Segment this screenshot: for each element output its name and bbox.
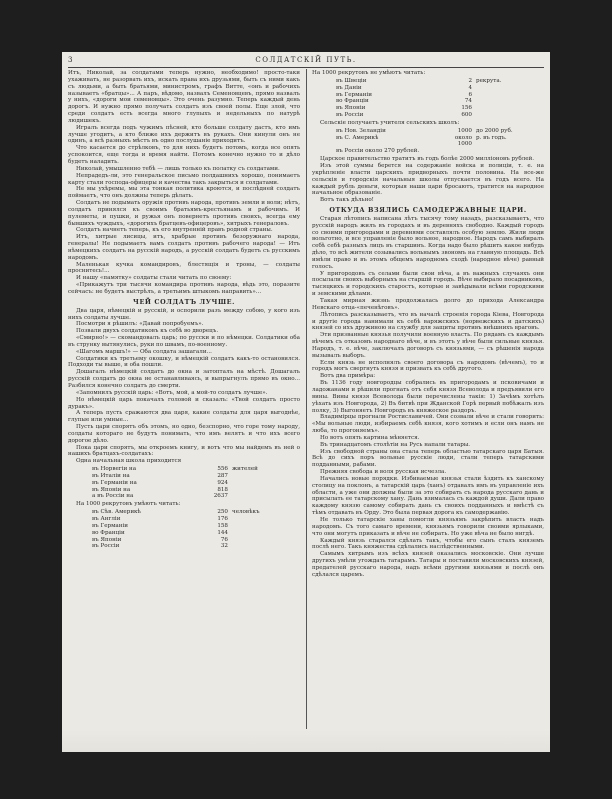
paragraph: Солдатъ начнетъ теперь, къ его внутренній правъ родной страны. xyxy=(76,227,273,234)
paragraph: Но вотъ опять картина мѣняется. xyxy=(320,434,420,441)
table-row: въ Россіи 600 xyxy=(336,112,472,119)
paragraph: Каждый князь старался сдѣлать такъ, чтобы его сынъ сталъ княземъ послѣ него. Такъ княжества сдѣлались наслѣдственными. xyxy=(312,537,544,551)
paragraph: Николай, умышленно тебѣ — лишь только къ полатку съ солдатами. xyxy=(76,165,280,172)
quote: «Прикажутъ три тысячи командира противъ народа, вѣдь это, поразите сейчасъ: не будетъ выстрѣлъ, а третьимъ штыкомъ направить»... xyxy=(68,282,300,295)
table-row: въ Россіи 32 xyxy=(92,543,228,550)
table-row: въ Норвегіи на 556 жителей xyxy=(92,466,258,473)
paragraph: Не мы ухѣремы, мы эта тонкая политика кроются, и послѣдней солдатъ поймаетъ, что онъ должны теперь дѣлать. xyxy=(68,186,300,200)
paragraph: Солдатики къ третьему окошку, и нѣмецкій солдатъ какъ-то остановился. Подходи ты выше, и оба пошли. xyxy=(68,355,300,369)
table-row: въ Швеціи 2 рекрута. xyxy=(336,77,502,84)
newspaper-title: СОЛДАТСКІЙ ПУТЬ. xyxy=(255,56,357,64)
paragraph: Прежняя свобода и воля русская исчезла. xyxy=(320,469,447,476)
literacy-table xyxy=(86,509,276,550)
paragraph: Итъ, Николай, за солдатами теперь нужно, необходимо! просто-таки ухаживать, не разорвать ихъ, искать права ихъ друзьями, быть съ ними какъ съ людьми, а быть братьями, министромъ, графъ Витте, «онъ и рабочихъ называетъ «братцы»... А паръ, вѣдомо, назвалъ Семеновцевъ, прямо назвалъ у нихъ, «дороги мои семеновцы». Это очень разумно. Теперь каждый день дорогъ. И нужно прямо получать солдатъ изъ своей полы. Еще злой, что среди солдатъ есть всегда много глупыхъ и недельныхъ по натурѣ людишекъ. xyxy=(68,70,300,124)
paragraph: На 1000 рекрутовъ не умѣютъ читать: xyxy=(312,70,426,76)
page-number: 3 xyxy=(68,56,74,64)
paragraph: Непрадедъ-ли, это генеральское письмо полдашнихъ хорошо, понимаетъ карту стали господа-офицеры и качества такъ закрыться и солдатами. xyxy=(68,172,300,186)
paragraph: Такая мирная жизнь продолжалась долго до прихода Александра Невскаго отца-«печенѣговъ». xyxy=(312,298,544,311)
paragraph: Позвали двухъ солдатиковъ къ себѣ во дворецъ. xyxy=(76,328,219,335)
table-row: въ Даніи 4 xyxy=(336,84,472,91)
paragraph: Сельскіе получаетъ учителя сельскихъ школъ: xyxy=(320,119,460,126)
teacher-salary-table xyxy=(330,128,520,155)
table-row: въ Японіи на 818 xyxy=(92,486,228,493)
paragraph: Пусть цари спорятъ объ этомъ, но одно, безспорно, что горе тому народу, солдаты котораго не будутъ понимать, что имъ велятъ и что ихъ всего дорогое дѣло. xyxy=(68,424,300,444)
paragraph: Эти призванные князья получили военную власть. По рядамъ съ каждымъ вѣчемъ съ отказомъ народнаго вѣче, и въ этотъ у вѣче были сильные князья. Народъ, т. е. вѣче, заключалъ договоръ съ князьями, — съ рѣшенія народа вызывалъ выборъ. xyxy=(312,332,544,359)
paragraph: Изъ этой суммы берется на содержаніе войска и полиціи, т. е. на укрѣпленіе власти царскихъ придворныхъ почти половина. На все-же сельскія и городскія начальныя школы отпускается въ годъ всего. На каждый рубль деньги, которыя наши цари бросаютъ, тратится на народное начальное образованіе. xyxy=(312,162,544,197)
paragraph: Самымъ хитрымъ изъ всѣхъ князей оказались московскіе. Они лучше другихъ умѣли угождать татарамъ. Татары и поставили московскихъ князей, предателей русскаго народа, надъ всѣми другими князьями и послѣ онъ сдѣлался царемъ. xyxy=(312,551,544,578)
paragraph: Въ тринадцатомъ столѣтіи на Русь напали татары. xyxy=(320,441,471,448)
article-heading: ОТКУДА ВЗЯЛИСЬ САМОДЕРЖАВНЫЕ ЦАРИ. xyxy=(329,206,527,215)
paragraph: Вотъ такъ дѣльно! xyxy=(320,197,374,204)
table-row: въ С. Америкѣ около 1000 р. въ годъ. xyxy=(336,134,507,148)
table-row: въ Италіи на 287 xyxy=(92,472,228,479)
table-row: въ Англіи 176 xyxy=(92,516,228,522)
table-row: въ Германіи 6 xyxy=(336,91,472,98)
paragraph: На 1000 рекрутовъ умѣютъ читать: xyxy=(76,501,181,508)
paragraph: Но нѣмецкій царь покачалъ головой и сказалъ: «Твой солдатъ просто дуракъ». xyxy=(68,396,300,410)
paragraph: Начались новые порядки. Избиваемые князья стали ѣздить къ ханскому столицу на поклонъ, а татарскій царь (ханъ) отдавалъ имъ въ управленіе ихъ области, а уже они должны были за это собирать съ народа русскаго дань и присылать ее татарскому хану. Дань взималась съ каждой души. Дали право каждому князю самому собирать дань съ своихъ подданныхъ и вмѣстѣ съ тѣмъ отдавать въ Орду. Это была первая дорога къ самодержавію. xyxy=(312,475,544,517)
paragraph: «Шагомъ маршъ!» — Оба солдата зашагали... xyxy=(76,348,212,355)
illiteracy-table xyxy=(330,78,520,119)
paragraph: Старая лѣтопись написана лѣтъ тысячу тому назадъ, разсказываетъ, что русскій народъ жилъ въ городахъ и въ деревняхъ свободно. Каждый городъ со своими пригородами и деревнями составлялъ особую землю. Жили люди вольготно, и все управленіе было вольное, народное. Народъ самъ выбиралъ себѣ себѣ разныхъ лицъ въ старшинъ. Когда надо было рѣшить какое нибудь дѣло, то всѣ жители созывались вольнымъ звономъ на главную площадь. Всѣ имѣли право и въ этомъ общемъ народномъ сходѣ (народное вѣче) равный голосъ. xyxy=(312,215,544,270)
paragraph: Пока цари спорятъ, мы откроемъ книгу, и вотъ что мы найдемъ въ ней о нашихъ братцахъ-солдатахъ: xyxy=(68,444,300,458)
left-column xyxy=(68,70,300,551)
table-row: во Франціи 144 xyxy=(92,529,228,536)
chapter-heading: ЧЕЙ СОЛДАТЪ ЛУЧШЕ. xyxy=(133,297,235,306)
paragraph: А теперь пусть сражаются два царя, какие солдаты для царя выгоднѣе, глупые или умные... xyxy=(68,410,300,424)
table-row: а въ Россіи на 2637 xyxy=(92,493,228,500)
table-row: въ Японіи 156 xyxy=(336,105,472,112)
table-row: въ Сѣв. Америкѣ 250 человѣкъ xyxy=(92,509,260,516)
paragraph: Лѣтопись разсказываетъ, что въ началѣ строенія города Кіева, Новгорода и другіе города нанимали къ себѣ варяжскихъ (норвежскихъ и датскихъ) князей со ихъ дружиною на службу для защиты противъ внѣшнихъ враговъ. xyxy=(312,311,544,332)
paragraph: Если князь не исполнялъ своего договора съ народомъ (вѣчемъ), то и городъ могъ свергнуть князя и призвать къ себѣ другого. xyxy=(312,359,544,373)
paragraph: Итъ, хитрые лисицы, итъ, храбрые противъ безоружнаго народа, генералы! Не подымаетъ вамъ солдатъ противъ рабочего народа! — Итъ нѣмецкихъ солдатъ на русскій народъ, а русскій солдатъ будетъ съ русскимъ народомъ. xyxy=(68,234,300,261)
table-row: въ Нов. Зеландіи 1000 до 2000 руб. xyxy=(336,127,513,134)
table-row: во Франціи 74 xyxy=(336,98,472,105)
table-row: въ Германіи на 924 xyxy=(92,479,228,486)
paragraph: Въ 1136 году новгородцы собрались въ пригородамъ и псковичами и ладожанами и рѣшили прогнать отъ себя князя Всеволода и предъявили его вины. Вины князя Всеволода были перечислены такія: 1) Зачѣмъ хотѣлъ уѣхать изъ Новгорода, 2) Въ битвѣ при Жданской Горѣ первый побѣжалъ изъ полку, 3) Выгоняетъ Новгородъ въ княжеское раздоръ. xyxy=(312,380,544,414)
paragraph: Солдатъ не подымать оружія противъ народа, противъ земли и воли; нѣтъ, солдатъ принялся къ своимъ братьямъ-крестьянамъ и рабочимъ. И пулеметы, и пушки, и ружья онъ повернетъ противъ своихъ, всегда ему бывшихъ чуждыхъ, «дорогихъ братцевъ-офицеровъ», хитрыхъ генераловъ. xyxy=(68,200,300,227)
paragraph: Посмотри я рѣшилъ: «Давай попробуемъ». xyxy=(76,321,204,328)
table-row: въ Россіи около 270 рублей. xyxy=(336,148,420,155)
paragraph: Игралъ всегда подъ чужимъ пѣсней, кто больше солдату дастъ, кто имъ лучше угодитъ, а кто ближе ихъ держитъ въ рукахъ. Они кинули онъ не одинъ, а всѣ разныхъ мѣстъ въ одно послушаніе приходитъ. xyxy=(68,124,300,145)
paragraph: Маленькая кучка командировъ, блестящія и троны, — солдаты проснитесь!... xyxy=(68,261,300,275)
right-column xyxy=(312,70,544,579)
paragraph: Царское правительство тратитъ въ годъ болѣе 2000 милліоновъ рублей. xyxy=(320,156,535,163)
page-bottom-margin xyxy=(62,730,550,752)
paragraph: У пригородовъ съ селами были свои вѣча, а въ важныхъ случаяхъ они посылали своихъ выборныхъ на старшій городъ. Вѣче выбирало посадниковъ, тысяцкихъ и городскихъ старостъ, которые и завѣдывали всѣми городскими и земскими дѣлами. xyxy=(312,270,544,298)
table-row: въ Японіи 76 xyxy=(92,536,228,543)
paragraph: «Запомнилъ русскій царь: «Вотъ, мой, а мой-то солдатъ лучше». xyxy=(76,389,268,396)
paragraph: Что касается до стрѣлковъ, то для нихъ будетъ потомъ, когда все опять успокоится, еще тогда и время найти. Потомъ конечно нужно то и дѣло будетъ наладить. xyxy=(68,145,300,165)
page-header xyxy=(68,56,544,68)
table-row: въ Германіи 158 xyxy=(92,522,228,529)
paragraph: Вотъ два примѣра: xyxy=(320,373,376,380)
column-divider xyxy=(306,69,307,729)
paragraph: Не только татарскіе ханы помогли князьямъ закрѣпить власть надъ народомъ. Съ того самаго времени, князьямъ говорили своими ярлыками, что они могутъ приказать и вѣче не собирать. Но уже вѣча не было нигдѣ. xyxy=(312,517,544,537)
paragraph: «Смирно!» — скомандовалъ царь; по русски и по нѣмецки. Солдатики оба въ струнку вытянулись, руки по швамъ, по-военному. xyxy=(68,335,300,348)
paragraph: Одна начальная школа приходится xyxy=(76,458,182,465)
paragraph: Изъ свободной страны она стала теперь областью татарскаго царя Батыя. Всѣ до сихъ поръ вольные русскіе люди, стали теперь татарскими подданными, рабами. xyxy=(312,448,544,469)
newspaper-page xyxy=(62,52,550,752)
paragraph: Дошагалъ нѣмецкій солдатъ до окна и затопталъ на мѣстѣ. Дошагалъ русскій солдатъ до окна не останавливаясь, и выпрыгнулъ прямо въ окно... Разбился конечно солдатъ до смерти. xyxy=(68,369,300,389)
schools-table xyxy=(86,466,276,500)
paragraph: Владимірцы прогнали Ростиславичей. Они созвали вѣче и стали говорить: «Мы вольные люди, избираемъ себѣ князя, кого хотимъ и если онъ намъ не люба, то прогоняемъ». xyxy=(312,414,544,435)
paragraph: Два царя, нѣмецкій и русскій, и оспорили разъ между собою, у кого изъ нихъ солдаты лучше. xyxy=(68,307,300,321)
paragraph: И нашу «памятку» солдаты стали читать по своему: xyxy=(76,275,232,282)
